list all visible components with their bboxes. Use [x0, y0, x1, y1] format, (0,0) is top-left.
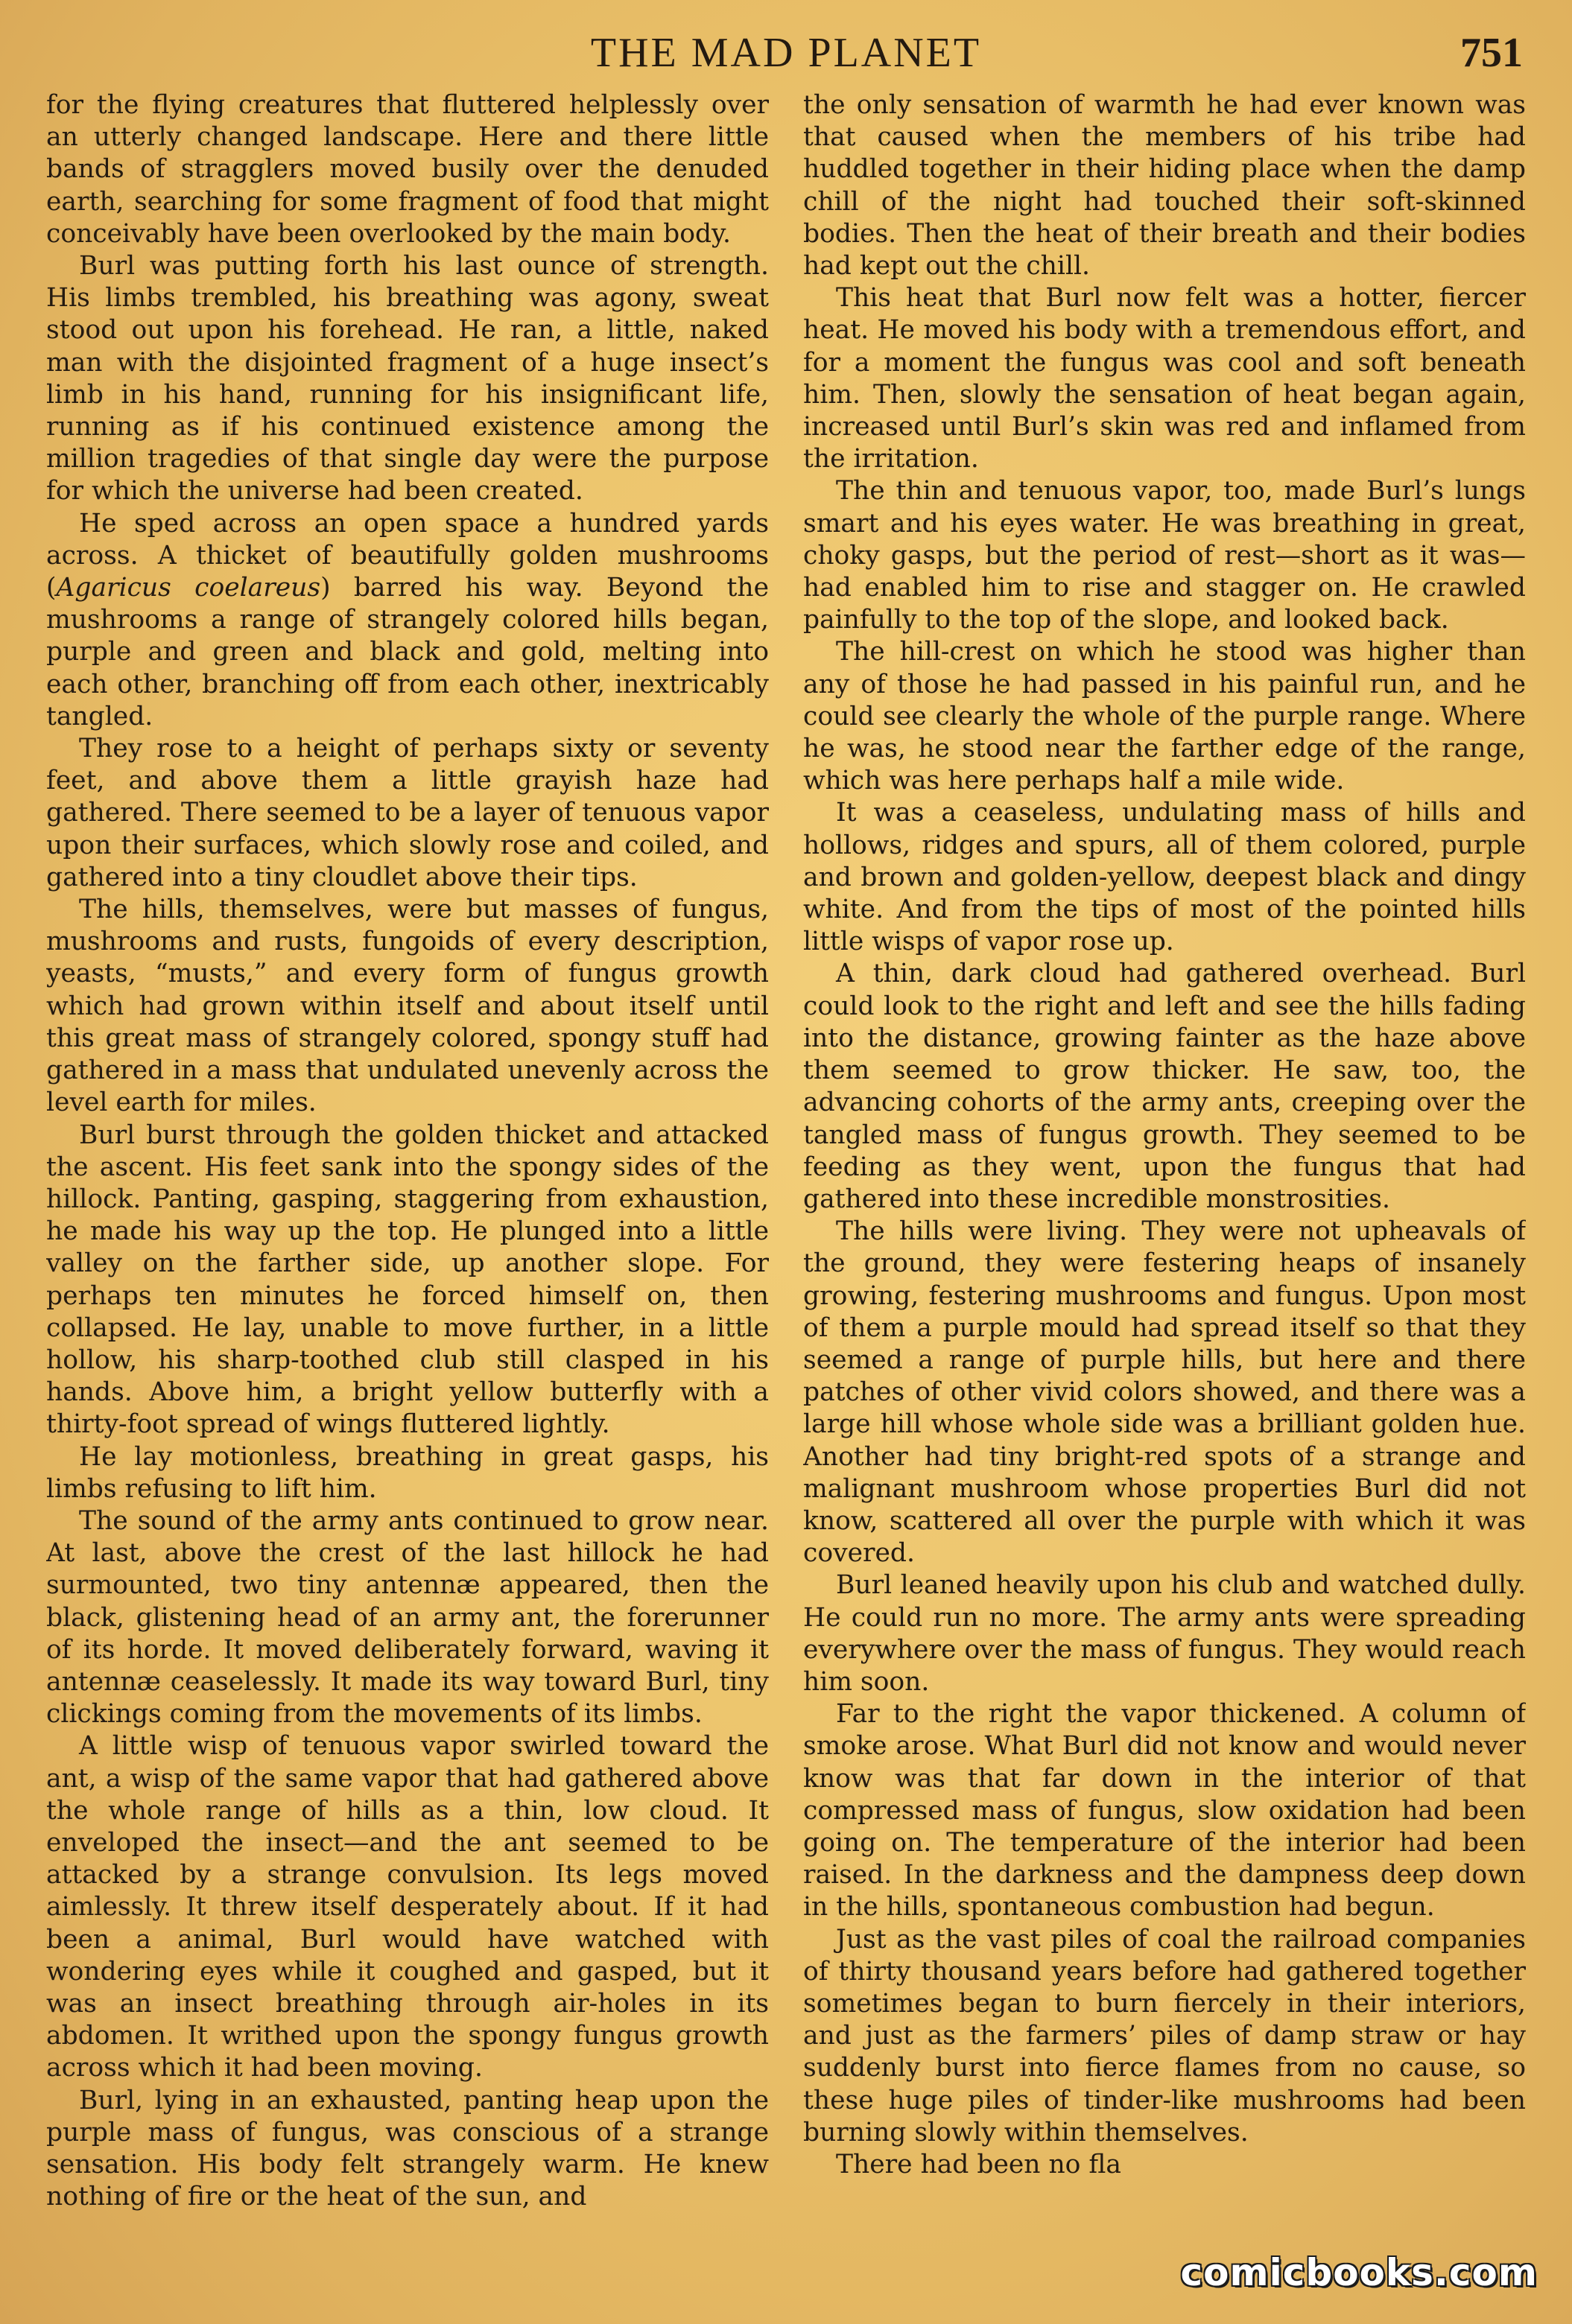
- paragraph: [46, 1730, 769, 2084]
- paragraph: [803, 282, 1526, 475]
- text-run: The hills, themselves, were but masses of fungus, mushrooms and rusts, fungoids of every description, yeasts, “musts,” and every form of fungus growth which had grown within itself and about itself until this great mass of strangely colored, spongy stuff had gathered in a mass that undulated unevenly across the level earth for miles.: [46, 895, 769, 1118]
- text-column-left: [46, 89, 769, 2309]
- paragraph: [803, 1569, 1526, 1698]
- paragraph: [46, 733, 769, 894]
- text-run: The thin and tenuous vapor, too, made Burl’s lungs smart and his eyes water. He was breathing in great, choky gasps, but the period of rest—short as it was—had enabled him to rise and stagger on. He crawled painfully to the top of the slope, and looked back.: [803, 476, 1526, 635]
- text-run: ) barred his way. Beyond the mushrooms a range of strangely colored hills began, purple and green and black and gold, melting into each other, branching off from each other, inextricably tangled.: [46, 573, 769, 731]
- text-run: There had been no fla: [836, 2150, 1122, 2179]
- paragraph: [803, 475, 1526, 636]
- text-run: for the flying creatures that fluttered helplessly over an utterly changed landscape. Here and there little bands of stragglers moved busily over the denuded earth, searching for some fragment of food that might conceivably have been overlooked by the main body.: [46, 90, 769, 249]
- paragraph: [46, 508, 769, 733]
- italic-text: Agaricus coelareus: [56, 573, 321, 603]
- text-run: He lay motionless, breathing in great gasps, his limbs refusing to lift him.: [46, 1441, 769, 1504]
- paragraph: [46, 1441, 769, 1505]
- text-column-right: [803, 89, 1526, 2309]
- text-run: the only sensation of warmth he had ever known was that caused when the members of his tribe had huddled together in their hiding place when the damp chill of the night had touched their soft-skinned bodies. Then the heat of their breath and their bodies had kept out the chill.: [803, 90, 1526, 282]
- page-number: 751: [1460, 30, 1523, 76]
- paragraph: [803, 797, 1526, 958]
- paragraph: [803, 1216, 1526, 1569]
- paragraph: [803, 2149, 1526, 2181]
- text-run: A thin, dark cloud had gathered overhead. Burl could look to the right and left and see the hills fading into the distance, growing fainter as the haze above them seemed to grow thicker. He saw, too, the advancing cohorts of the army ants, creeping over the tangled mass of fungus growth. They seemed to be feeding as they went, upon the fungus that had gathered into these incredible monstrosities.: [803, 959, 1526, 1214]
- paragraph: [803, 89, 1526, 282]
- text-run: The hill-crest on which he stood was higher than any of those he had passed in his painful run, and he could see clearly the whole of the purple range. Where he was, he stood near the farther edge of the range, which was here perhaps half a mile wide.: [803, 637, 1526, 796]
- paragraph: [46, 250, 769, 508]
- text-run: Far to the right the vapor thickened. A column of smoke arose. What Burl did not know and would never know was that far down in the interior of that compressed mass of fungus, slow oxidation had been going on. The temperature of the interior had been raised. In the darkness and the dampness deep down in the hills, spontaneous combustion had begun.: [803, 1699, 1526, 1923]
- text-run: It was a ceaseless, undulating mass of hills and hollows, ridges and spurs, all of them colored, purple and brown and golden-yellow, deepest black and dingy white. And from the tips of most of the pointed hills little wisps of vapor rose up.: [803, 798, 1526, 957]
- paragraph: [803, 636, 1526, 797]
- paragraph: [803, 1698, 1526, 1923]
- text-run: The hills were living. They were not upheavals of the ground, they were festering heaps of insanely growing, festering mushrooms and fungus. Upon most of them a purple mould had spread itself so that they seemed a range of purple hills, but here and there patches of other vivid colors showed, and there was a large hill whose whole side was a brilliant golden hue. Another had tiny bright-red spots of a strange and malignant mushroom whose properties Burl did not know, scattered all over the purple with which it was covered.: [803, 1216, 1526, 1569]
- text-run: Just as the vast piles of coal the railroad companies of thirty thousand years before had gathered together sometimes began to burn fiercely in their interiors, and just as the farmers’ piles of damp straw or hay suddenly burst into fierce flames from no cause, so these huge piles of tinder-like mushrooms had been burning slowly within themselves.: [803, 1924, 1526, 2147]
- text-run: Burl was putting forth his last ounce of strength. His limbs trembled, his breathing was agony, sweat stood out upon his forehead. He ran, a little, naked man with the disjointed fragment of a huge insect’s limb in his hand, running for his insignificant life, running as if his continued existence among the million tragedies of that single day were the purpose for which the universe had been created.: [46, 251, 769, 507]
- running-title: THE MAD PLANET: [590, 30, 982, 76]
- paragraph: [46, 1505, 769, 1730]
- paragraph: [46, 1120, 769, 1441]
- paragraph: [46, 2085, 769, 2214]
- paragraph: [46, 89, 769, 250]
- running-header: [0, 27, 1572, 79]
- text-run: A little wisp of tenuous vapor swirled toward the ant, a wisp of the same vapor that had gathered above the whole range of hills as a thin, low cloud. It enveloped the insect—and the ant seemed to be attacked by a strange convulsion. Its legs moved aimlessly. It threw itself desperately about. If it had been a animal, Burl would have watched with wondering eyes while it coughed and gasped, but it was an insect breathing through air-holes in its abdomen. It writhed upon the spongy fungus growth across which it had been moving.: [46, 1731, 769, 2083]
- text-run: This heat that Burl now felt was a hotter, fiercer heat. He moved his body with a tremendous effort, and for a moment the fungus was cool and soft beneath him. Then, slowly the sensation of heat began again, increased until Burl’s skin was red and inflamed from the irritation.: [803, 283, 1526, 474]
- text-run: Burl leaned heavily upon his club and watched dully. He could run no more. The army ants were spreading everywhere over the mass of fungus. They would reach him soon.: [803, 1570, 1526, 1697]
- text-run: Burl, lying in an exhausted, panting heap upon the purple mass of fungus, was conscious of a strange sensation. His body felt strangely warm. He knew nothing of fire or the heat of the sun, and: [46, 2085, 769, 2212]
- text-run: He sped across an open space a hundred yards across. A thicket of beautifully golden mushrooms (: [46, 508, 769, 603]
- paragraph: [803, 958, 1526, 1216]
- text-run: They rose to a height of perhaps sixty or seventy feet, and above them a little grayish haze had gathered. There seemed to be a layer of tenuous vapor upon their surfaces, which slowly rose and coiled, and gathered into a tiny cloudlet above their tips.: [46, 734, 769, 892]
- text-run: The sound of the army ants continued to grow near. At last, above the crest of the last hillock he had surmounted, two tiny antennæ appeared, then the black, glistening head of an army ant, the forerunner of its horde. It moved deliberately forward, waving it antennæ ceaselessly. It made its way toward Burl, tiny clickings coming from the movements of its limbs.: [46, 1505, 769, 1730]
- watermark-logo: comicbooks.com: [1180, 2251, 1538, 2294]
- paragraph: [46, 894, 769, 1119]
- paragraph: [803, 1924, 1526, 2149]
- text-run: Burl burst through the golden thicket and attacked the ascent. His feet sank into the spongy sides of the hillock. Panting, gasping, staggering from exhaustion, he made his way up the top. He plunged into a little valley on the farther side, up another slope. For perhaps ten minutes he forced himself on, then collapsed. He lay, unable to move further, in a little hollow, his sharp-toothed club still clasped in his hands. Above him, a bright yellow butterfly with a thirty-foot spread of wings fluttered lightly.: [46, 1120, 769, 1440]
